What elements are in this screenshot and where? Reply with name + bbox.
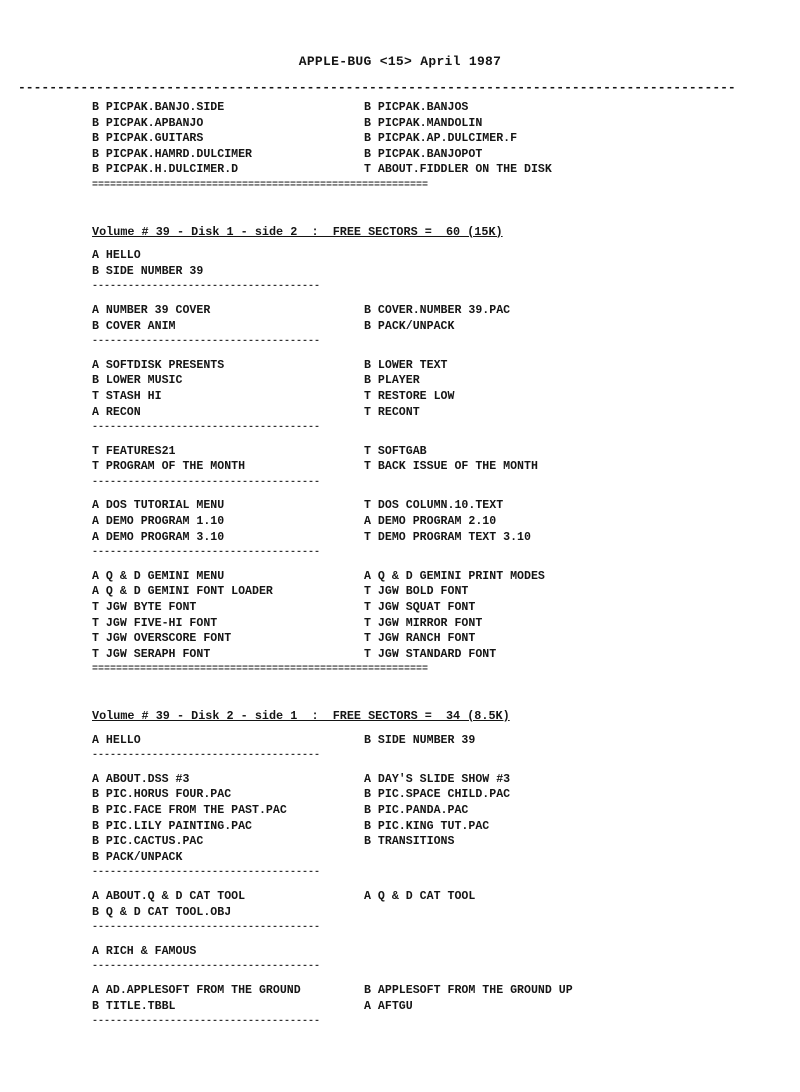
dashed-rule: -------------------------------------- <box>92 336 321 348</box>
file-entry-right: B PIC.KING TUT.PAC <box>364 819 490 833</box>
file-row <box>92 131 692 147</box>
file-entry-left: B SIDE NUMBER 39 <box>92 264 204 278</box>
file-row <box>92 616 692 632</box>
file-entry-left: B TITLE.TBBL <box>92 999 176 1013</box>
file-row <box>92 889 692 905</box>
file-entry-right: B TRANSITIONS <box>364 835 455 849</box>
file-entry-left: T STASH HI <box>92 389 162 403</box>
file-entry-left: A RECON <box>92 405 141 419</box>
file-entry-left: A RICH & FAMOUS <box>92 944 197 958</box>
file-entry-right: T JGW BOLD FONT <box>364 585 469 599</box>
file-entry-left: A Q & D GEMINI MENU <box>92 569 225 583</box>
file-row <box>92 819 692 835</box>
dashed-rule: -------------------------------------- <box>92 1016 321 1028</box>
file-row <box>92 834 692 850</box>
file-row <box>92 514 692 530</box>
file-entry-left: B COVER ANIM <box>92 319 176 333</box>
file-entry-left: A NUMBER 39 COVER <box>92 303 211 317</box>
block-spacer <box>92 881 692 889</box>
file-entry-right: T JGW STANDARD FONT <box>364 647 497 661</box>
file-entry-right: T JGW SQUAT FONT <box>364 601 476 615</box>
file-row <box>92 850 692 866</box>
double-rule: ======================================================== <box>92 179 429 191</box>
file-entry-right: B SIDE NUMBER 39 <box>364 733 476 747</box>
file-entry-left: B PICPAK.APBANJO <box>92 116 204 130</box>
dashed-rule: -------------------------------------- <box>92 961 321 973</box>
file-entry-right: B LOWER TEXT <box>364 358 448 372</box>
file-row <box>92 459 692 475</box>
file-entry-right: A DAY'S SLIDE SHOW #3 <box>364 772 511 786</box>
file-entry-right: T ABOUT.FIDDLER ON THE DISK <box>364 163 552 177</box>
file-entry-left: T JGW BYTE FONT <box>92 601 197 615</box>
dashed-rule: -------------------------------------- <box>92 867 321 879</box>
file-row <box>92 264 692 280</box>
dashed-rule: -------------------------------------- <box>92 750 321 762</box>
block-spacer <box>92 1030 692 1038</box>
volume-heading: Volume # 39 - Disk 2 - side 1 : FREE SECTORS = 34 (8.5K) <box>92 709 510 723</box>
file-entry-left: B PICPAK.HAMRD.DULCIMER <box>92 147 253 161</box>
dashed-rule: -------------------------------------- <box>92 476 321 488</box>
file-entry-right: B PICPAK.BANJOPOT <box>364 147 483 161</box>
file-row <box>92 787 692 803</box>
file-entry-left: T JGW OVERSCORE FONT <box>92 632 232 646</box>
file-entry-right: T RESTORE LOW <box>364 389 455 403</box>
file-entry-left: B PIC.FACE FROM THE PAST.PAC <box>92 803 287 817</box>
file-entry-left: B LOWER MUSIC <box>92 374 183 388</box>
file-entry-left: A HELLO <box>92 733 141 747</box>
file-entry-right: A DEMO PROGRAM 2.10 <box>364 515 497 529</box>
heading-spacer <box>92 725 692 733</box>
file-row <box>92 358 692 374</box>
file-entry-right: T DOS COLUMN.10.TEXT <box>364 499 504 513</box>
file-row <box>92 647 692 663</box>
file-entry-right: B PLAYER <box>364 374 420 388</box>
file-entry-right: B APPLESOFT FROM THE GROUND UP <box>364 983 573 997</box>
file-entry-left: A DOS TUTORIAL MENU <box>92 499 225 513</box>
file-entry-left: A DEMO PROGRAM 3.10 <box>92 530 225 544</box>
block-spacer <box>92 561 692 569</box>
dashed-rule: -------------------------------------- <box>92 547 321 559</box>
block-spacer <box>92 295 692 303</box>
file-entry-left: A ABOUT.Q & D CAT TOOL <box>92 889 246 903</box>
file-entry-right: B PIC.SPACE CHILD.PAC <box>364 788 511 802</box>
file-row <box>92 569 692 585</box>
section-spacer <box>92 678 692 709</box>
page-title: APPLE-BUG <15> April 1987 <box>298 54 502 69</box>
block-spacer <box>92 975 692 983</box>
file-row <box>92 444 692 460</box>
file-entry-right: T RECONT <box>364 405 420 419</box>
file-entry-right: B PIC.PANDA.PAC <box>364 803 469 817</box>
disk-catalog <box>92 100 692 1038</box>
file-entry-left: B PIC.HORUS FOUR.PAC <box>92 788 232 802</box>
file-entry-right: A Q & D GEMINI PRINT MODES <box>364 569 545 583</box>
file-entry-right: T BACK ISSUE OF THE MONTH <box>364 460 538 474</box>
block-spacer <box>92 490 692 498</box>
file-entry-left: B PIC.LILY PAINTING.PAC <box>92 819 253 833</box>
file-row <box>92 303 692 319</box>
file-entry-right: T JGW MIRROR FONT <box>364 616 483 630</box>
file-entry-left: T JGW FIVE-HI FONT <box>92 616 218 630</box>
file-entry-right <box>364 850 692 866</box>
catalog-section <box>92 100 692 194</box>
catalog-section <box>92 678 692 1038</box>
file-row <box>92 405 692 421</box>
file-row <box>92 772 692 788</box>
file-row <box>92 944 692 960</box>
file-row <box>92 530 692 546</box>
dashed-rule: -------------------------------------- <box>92 922 321 934</box>
catalog-section <box>92 194 692 678</box>
file-row <box>92 905 692 921</box>
file-row <box>92 389 692 405</box>
file-row <box>92 803 692 819</box>
file-row <box>92 733 692 749</box>
file-entry-right <box>364 248 692 264</box>
block-spacer <box>92 936 692 944</box>
block-spacer <box>92 350 692 358</box>
file-row <box>92 319 692 335</box>
file-entry-right: A AFTGU <box>364 999 413 1013</box>
file-entry-left: B PICPAK.BANJO.SIDE <box>92 101 225 114</box>
file-entry-right <box>364 944 692 960</box>
dashed-rule: -------------------------------------- <box>92 281 321 293</box>
section-spacer <box>92 194 692 225</box>
file-row <box>92 162 692 178</box>
file-entry-right: T JGW RANCH FONT <box>364 632 476 646</box>
file-row <box>92 999 692 1015</box>
file-entry-left: A SOFTDISK PRESENTS <box>92 358 225 372</box>
file-entry-right: T SOFTGAB <box>364 444 427 458</box>
volume-heading: Volume # 39 - Disk 1 - side 2 : FREE SECTORS = 60 (15K) <box>92 224 503 239</box>
file-row <box>92 248 692 264</box>
file-entry-right: B PICPAK.MANDOLIN <box>364 116 483 130</box>
file-entry-left: T JGW SERAPH FONT <box>92 647 211 661</box>
file-row <box>92 584 692 600</box>
dashed-rule: -------------------------------------- <box>92 422 321 434</box>
file-entry-right: B PICPAK.BANJOS <box>364 101 469 114</box>
file-entry-left: A DEMO PROGRAM 1.10 <box>92 515 225 529</box>
file-entry-left: B PICPAK.H.DULCIMER.D <box>92 163 239 177</box>
file-entry-right <box>364 264 692 280</box>
file-row <box>92 498 692 514</box>
file-entry-left: B PACK/UNPACK <box>92 850 183 864</box>
file-entry-right: B PACK/UNPACK <box>364 319 455 333</box>
file-entry-left: A ABOUT.DSS #3 <box>92 772 190 786</box>
file-row <box>92 147 692 163</box>
file-entry-right <box>364 905 692 921</box>
file-entry-left: T FEATURES21 <box>92 444 176 458</box>
heading-spacer <box>92 240 692 248</box>
file-entry-right: B COVER.NUMBER 39.PAC <box>364 303 511 317</box>
file-entry-left: A AD.APPLESOFT FROM THE GROUND <box>92 983 301 997</box>
file-row <box>92 100 692 116</box>
file-entry-left: B PICPAK.GUITARS <box>92 132 204 146</box>
file-entry-right: A Q & D CAT TOOL <box>364 889 476 903</box>
file-entry-left: B PIC.CACTUS.PAC <box>92 835 204 849</box>
file-row <box>92 373 692 389</box>
file-row <box>92 631 692 647</box>
file-entry-left: A Q & D GEMINI FONT LOADER <box>92 585 273 599</box>
file-entry-right: B PICPAK.AP.DULCIMER.F <box>364 132 518 146</box>
block-spacer <box>92 436 692 444</box>
header-rule: -------------------------------------------------------------------------------------------- <box>18 80 736 95</box>
block-spacer <box>92 764 692 772</box>
file-entry-left: B Q & D CAT TOOL.OBJ <box>92 905 232 919</box>
file-entry-left: T PROGRAM OF THE MONTH <box>92 460 246 474</box>
file-row <box>92 116 692 132</box>
file-row <box>92 600 692 616</box>
file-entry-left: A HELLO <box>92 249 141 263</box>
file-entry-right: T DEMO PROGRAM TEXT 3.10 <box>364 530 531 544</box>
double-rule: ======================================================== <box>92 664 429 676</box>
file-row <box>92 983 692 999</box>
